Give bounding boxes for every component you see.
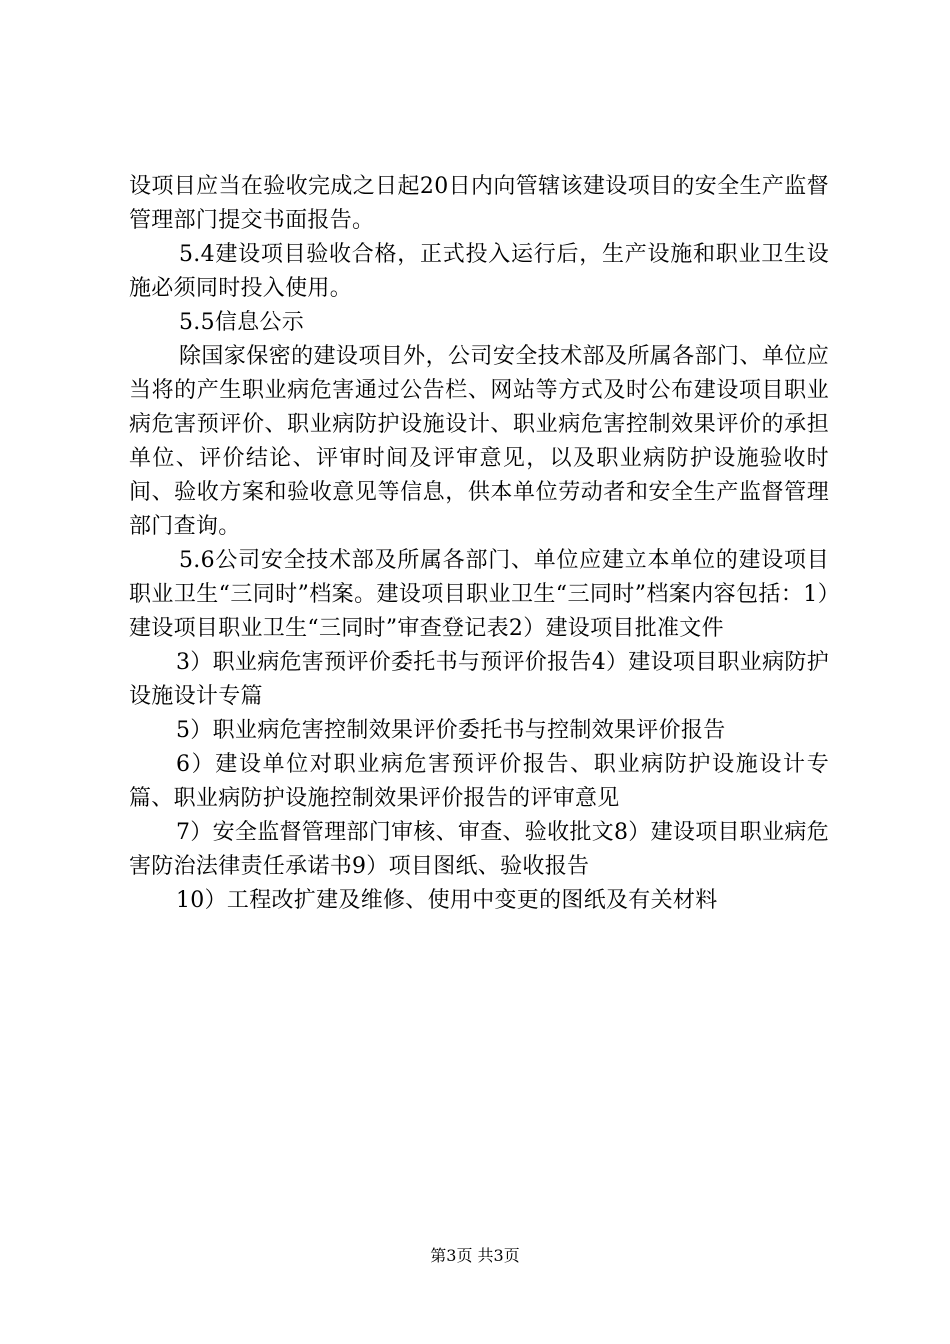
document-body [129,170,829,918]
paragraph-9: 7）安全监督管理部门审核、审查、验收批文8）建设项目职业病危害防治法律责任承诺书9）项目图纸、验收报告 [129,820,829,879]
page-number: 第3页 共3页 [430,1246,520,1265]
paragraph-10: 10）工程改扩建及维修、使用中变更的图纸及有关材料 [176,888,718,913]
paragraph-7: 5）职业病危害控制效果评价委托书与控制效果评价报告 [176,718,726,743]
paragraph-4: 除国家保密的建设项目外，公司安全技术部及所属各部门、单位应当将的产生职业病危害通过公告栏、网站等方式及时公布建设项目职业病危害预评价、职业病防护设施设计、职业病危害控制效果评价的承担单位、评价结论、评审时间及评审意见，以及职业病防护设施验收时间、验收方案和验收意见等信息，供本单位劳动者和安全生产监督管理部门查询。 [129,344,829,539]
page-footer [0,1246,950,1266]
paragraph-5: 5.6公司安全技术部及所属各部门、单位应建立本单位的建设项目职业卫生“三同时”档案。建设项目职业卫生“三同时”档案内容包括：1）建设项目职业卫生“三同时”审查登记表2）建设项目批准文件 [129,548,829,641]
paragraph-2: 5.4建设项目验收合格，正式投入运行后，生产设施和职业卫生设施必须同时投入使用。 [129,242,829,301]
paragraph-1: 设项目应当在验收完成之日起20日内向管辖该建设项目的安全生产监督管理部门提交书面报告。 [129,174,829,233]
paragraph-6: 3）职业病危害预评价委托书与预评价报告4）建设项目职业病防护设施设计专篇 [129,650,829,709]
paragraph-8: 6）建设单位对职业病危害预评价报告、职业病防护设施设计专篇、职业病防护设施控制效果评价报告的评审意见 [129,752,829,811]
paragraph-3-heading: 5.5信息公示 [179,310,305,335]
